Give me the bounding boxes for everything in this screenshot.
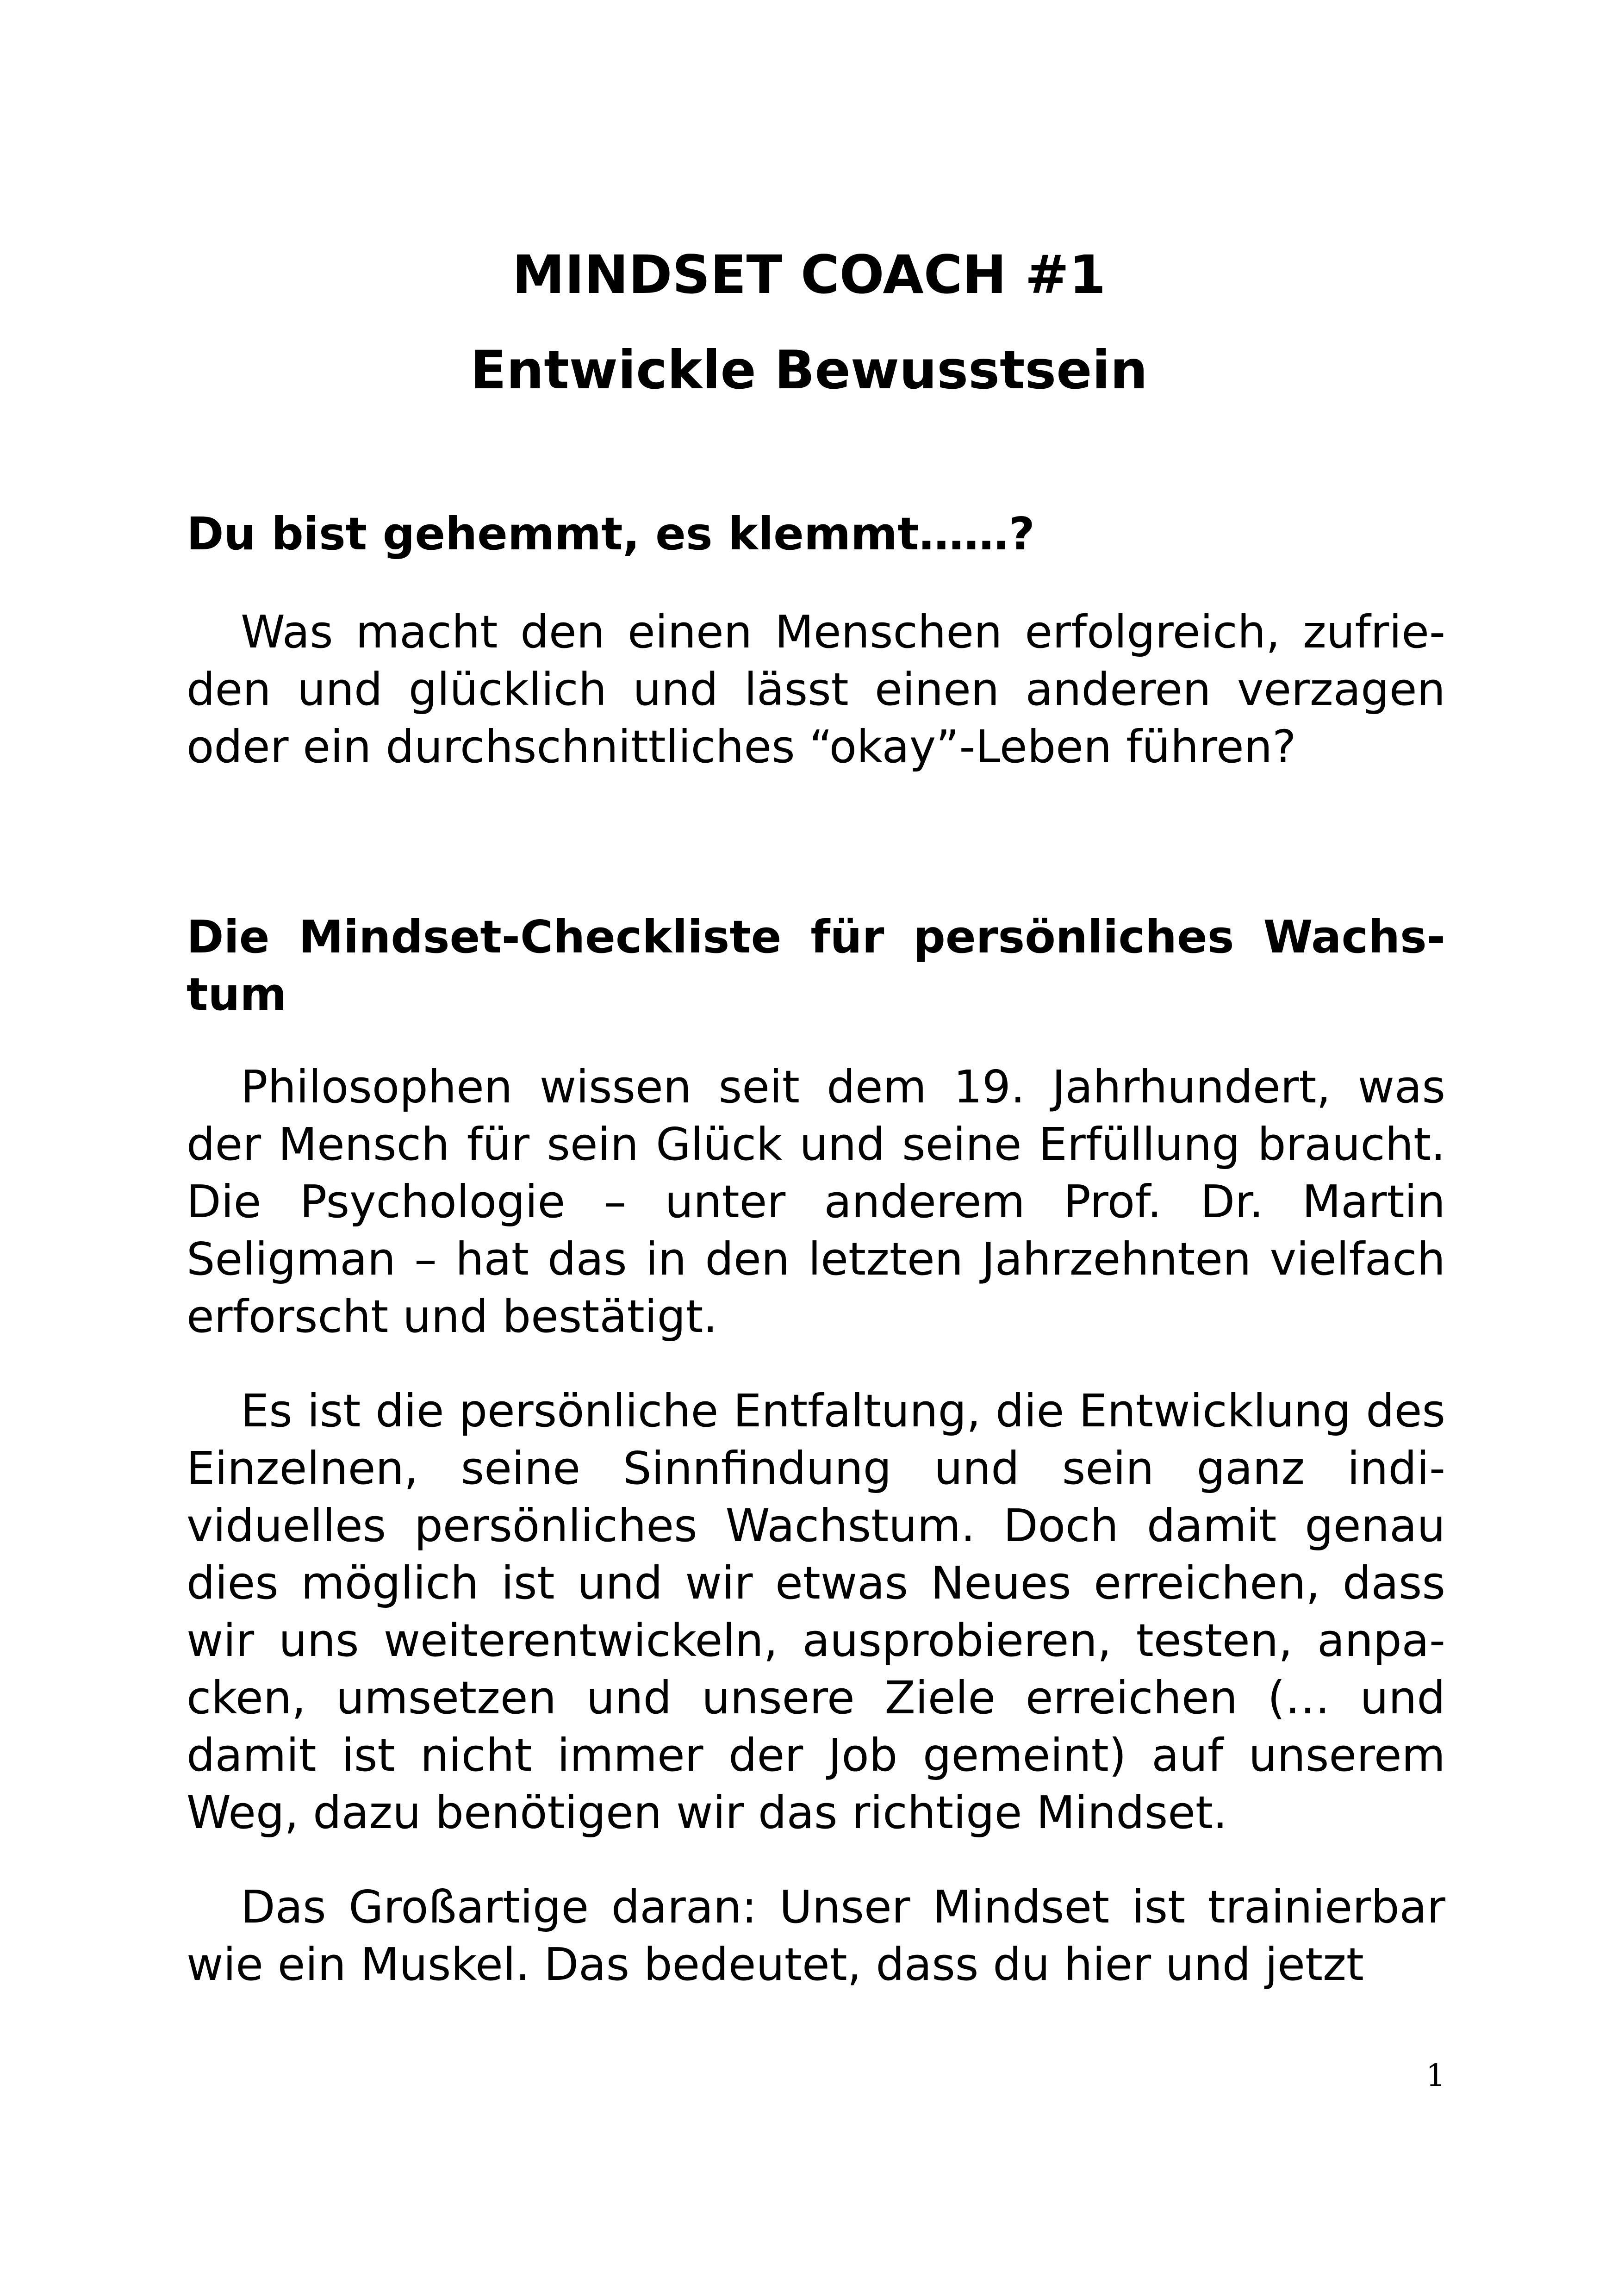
paragraph-philosophers: Philosophen wissen seit dem 19. Jahrhundert, was der Mensch für sein Glück und seine Erfüllung braucht. Die Psychologie – unter anderem Prof. Dr. Martin Seligman – hat das in den letzten Jahrzehnten vielfach erforscht und bestätigt. xyxy=(187,1061,1445,1343)
page-number: 1 xyxy=(1426,2058,1445,2093)
document-subtitle: Entwickle Bewusstsein xyxy=(470,339,1148,401)
section-heading-2: Die Mindset-Checkliste für persönliches Wachstum xyxy=(187,911,1445,1020)
section-heading-1: Du bist gehemmt, es klemmt……? xyxy=(187,508,1035,560)
paragraph-development: Es ist die persönliche Entfaltung, die Entwicklung des Einzelnen, seine Sinnfindung und sein ganz individuelles persönliches Wachstum. Doch damit genau dies möglich ist und wir etwas Neues erreichen, dass wir uns weiterentwickeln, ausprobieren, testen, anpacken, umsetzen und unsere Ziele erreichen (… und damit ist nicht immer der Job gemeint) auf unserem Weg, dazu benötigen wir das richtige Mindset. xyxy=(187,1385,1445,1839)
paragraph-intro: Was macht den einen Menschen erfolgreich, zufrieden und glücklich und lässt einen anderen verzagen oder ein durchschnittliches “okay”-Leben führen? xyxy=(187,606,1445,773)
paragraph-trainable: Das Großartige daran: Unser Mindset ist trainierbar wie ein Muskel. Das bedeutet, dass du hier und jetzt xyxy=(187,1881,1445,1991)
document-title: MINDSET COACH #1 xyxy=(512,244,1106,305)
document-body xyxy=(187,505,1445,1993)
